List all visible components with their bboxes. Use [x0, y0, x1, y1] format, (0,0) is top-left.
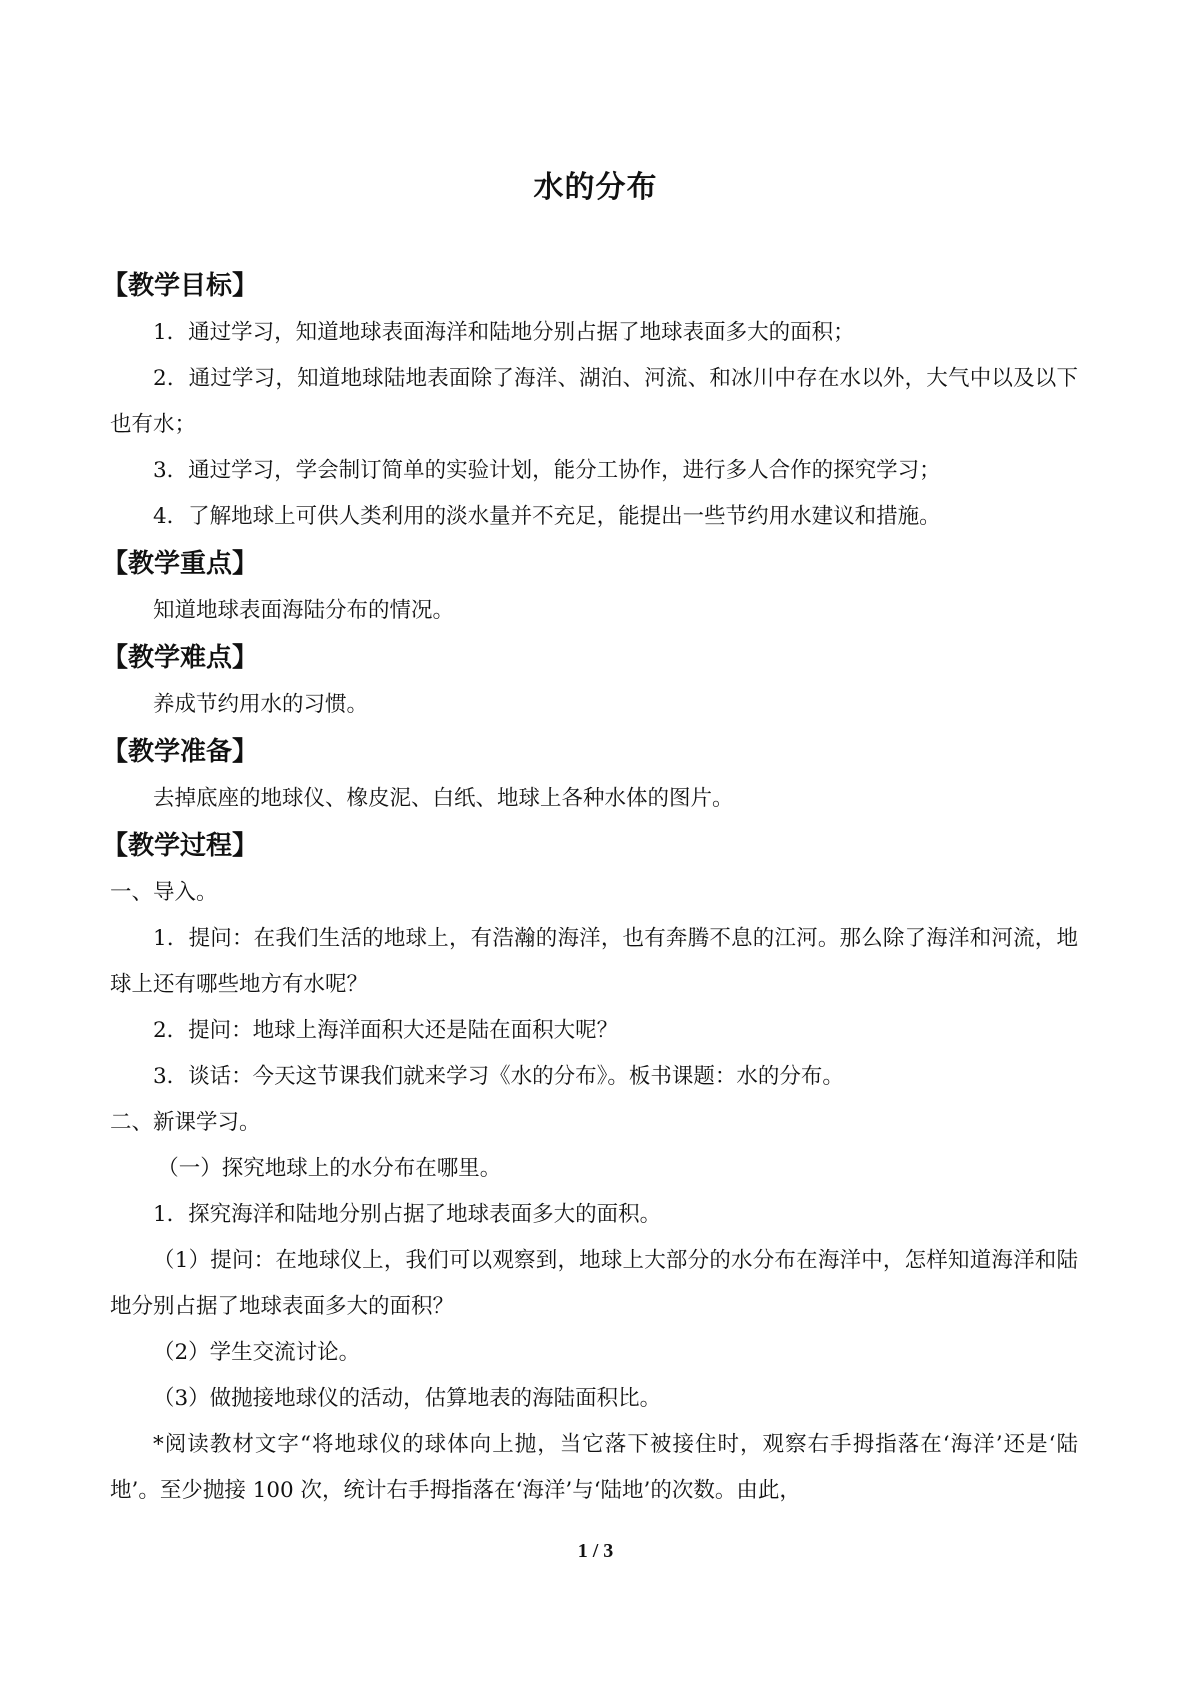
section-heading-goals: 【教学目标】: [102, 271, 259, 301]
part1-title: 一、导入。: [110, 880, 218, 905]
part2-item: 1．探究海洋和陆地分别占据了地球表面多大的面积。: [153, 1202, 662, 1227]
part2-step: （2）学生交流讨论。: [153, 1340, 361, 1365]
goal-item: 4．了解地球上可供人类利用的淡水量并不充足，能提出一些节约用水建议和措施。: [153, 504, 941, 529]
section-heading-preparation: 【教学准备】: [102, 737, 259, 767]
document-title: 水的分布: [533, 170, 658, 205]
reading-text: *阅读教材文字“将地球仪的球体向上抛，当它落下被接住时，观察右手拇指落在‘海洋’还是‘陆地’。至少抛接 100 次，统计右手拇指落在‘海洋’与‘陆地’的次数。由此，: [110, 1432, 1078, 1503]
difficulties-text: 养成节约用水的习惯。: [153, 692, 369, 717]
goal-item: 1．通过学习，知道地球表面海洋和陆地分别占据了地球表面多大的面积；: [153, 320, 855, 345]
part2-step: （3）做抛接地球仪的活动，估算地表的海陆面积比。: [153, 1386, 662, 1411]
intro-item: 3．谈话：今天这节课我们就来学习《水的分布》。板书课题：水的分布。: [153, 1064, 844, 1089]
intro-item: 2．提问：地球上海洋面积大还是陆在面积大呢？: [153, 1018, 619, 1043]
document-body: [102, 262, 1078, 1514]
goal-item: 2．通过学习，知道地球陆地表面除了海洋、湖泊、河流、和冰川中存在水以外，大气中以及以下也有水；: [110, 366, 1078, 437]
section-heading-key-points: 【教学重点】: [102, 549, 259, 579]
part2-title: 二、新课学习。: [110, 1110, 261, 1135]
page-number: 1 / 3: [577, 1540, 614, 1562]
intro-item: 1．提问：在我们生活的地球上，有浩瀚的海洋，也有奔腾不息的江河。那么除了海洋和河流，地球上还有哪些地方有水呢？: [110, 926, 1078, 997]
goal-item: 3．通过学习，学会制订简单的实验计划，能分工协作，进行多人合作的探究学习；: [153, 458, 941, 483]
part2-subtitle: （一）探究地球上的水分布在哪里。: [157, 1156, 502, 1181]
section-heading-difficulties: 【教学难点】: [102, 643, 259, 673]
key-points-text: 知道地球表面海陆分布的情况。: [153, 598, 455, 623]
section-heading-process: 【教学过程】: [102, 831, 259, 861]
preparation-text: 去掉底座的地球仪、橡皮泥、白纸、地球上各种水体的图片。: [153, 786, 734, 811]
part2-step: （1）提问：在地球仪上，我们可以观察到，地球上大部分的水分布在海洋中，怎样知道海洋和陆地分别占据了地球表面多大的面积？: [110, 1248, 1078, 1319]
